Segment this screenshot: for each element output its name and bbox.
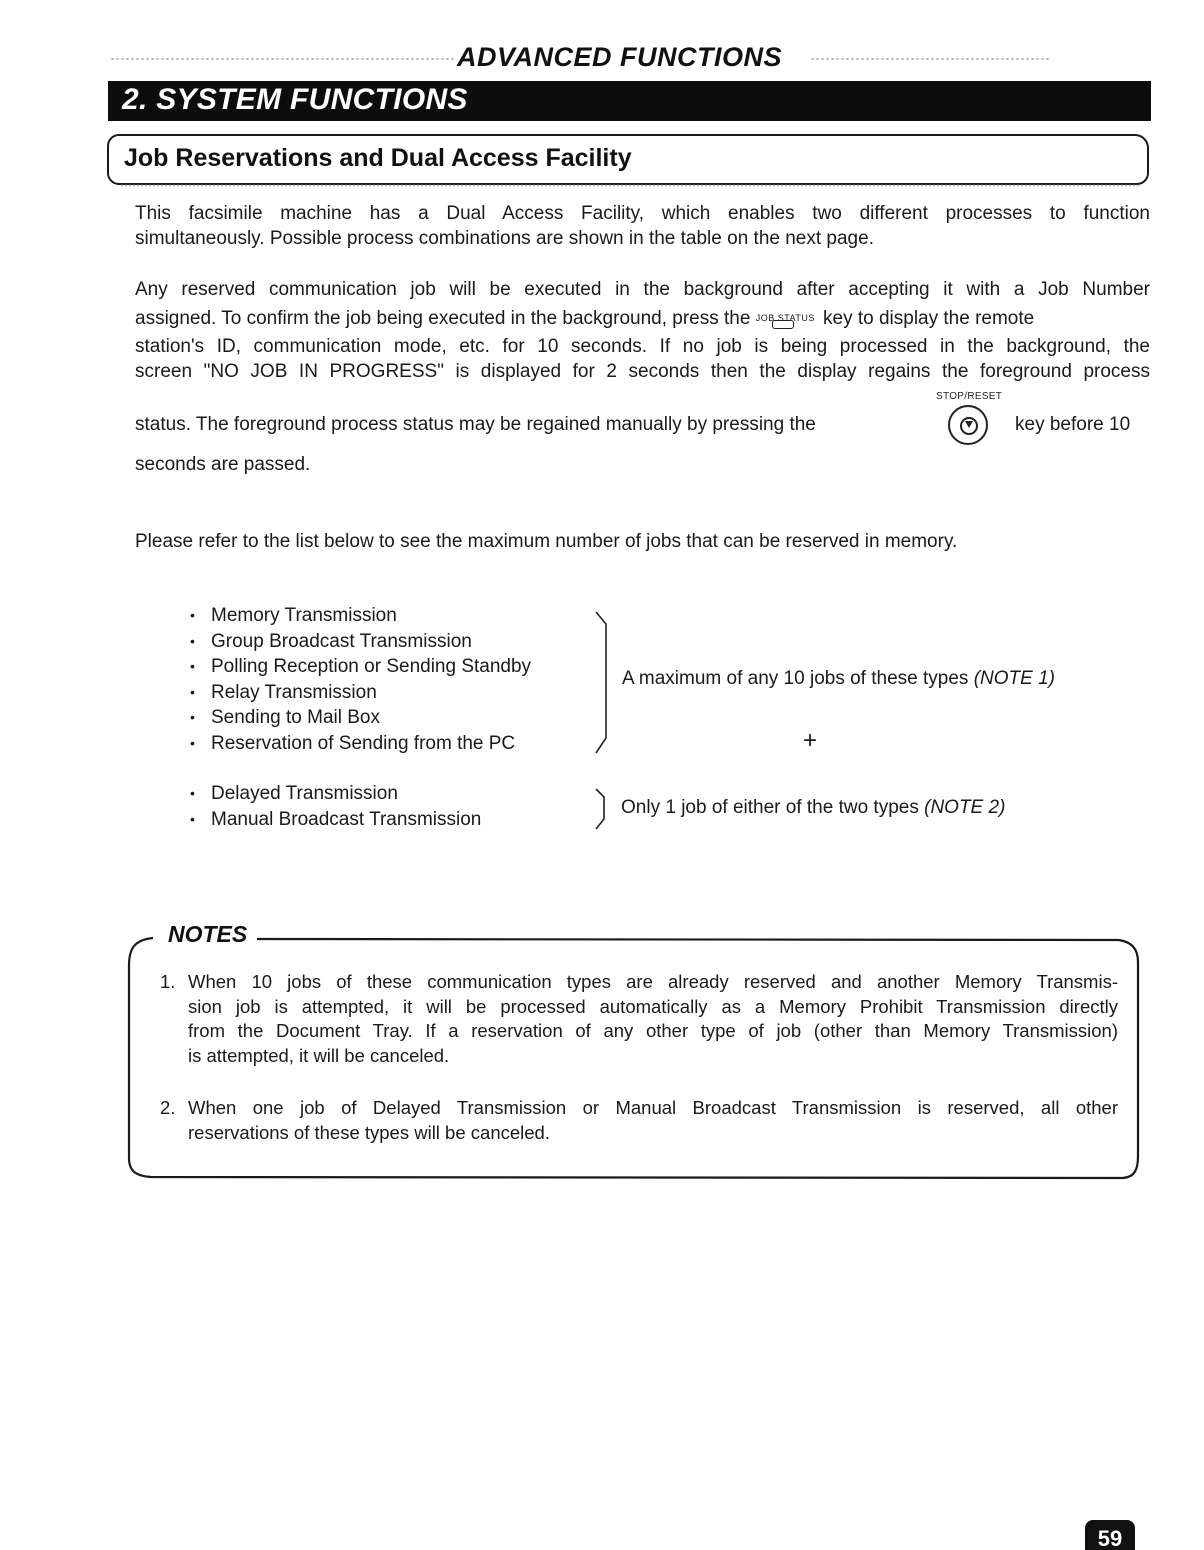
note-line: When one job of Delayed Transmission or Manual Broadcast Transmission is reserved, all other xyxy=(188,1097,1118,1118)
plus-sign: + xyxy=(803,727,818,754)
intro-paragraph-2-line-3: station's ID, communication mode, etc. for 10 seconds. If no job is being processed in the background, the xyxy=(135,336,1150,357)
section-title: 2. SYSTEM FUNCTIONS xyxy=(122,83,468,116)
topic-dot-rule xyxy=(120,184,1140,187)
list-item: • Memory Transmission xyxy=(190,603,590,629)
group-1-note-ref: (NOTE 1) xyxy=(973,668,1055,689)
line-2-text-after-key: key to display the remote xyxy=(823,308,1035,329)
note-text xyxy=(188,970,1118,1068)
list-item: • Relay Transmission xyxy=(190,680,590,706)
job-status-key-shape xyxy=(772,320,794,329)
note-number: 2. xyxy=(160,1097,176,1118)
topic-heading-box xyxy=(107,134,1149,185)
job-status-key-label: JOB STATUS xyxy=(755,312,815,323)
group-2-description xyxy=(621,797,1005,819)
note-line: reservations of these types will be canceled. xyxy=(188,1121,550,1143)
note-text xyxy=(188,1096,1118,1145)
list-item: • Sending to Mail Box xyxy=(190,705,590,731)
note-line: from the Document Tray. If a reservation of any other type of job (other than Memory Transmission) xyxy=(188,1020,1118,1041)
header-dot-leader-right xyxy=(810,58,1050,60)
group-1-description-text: A maximum of any 10 jobs of these types xyxy=(622,668,969,689)
note-line: is attempted, it will be canceled. xyxy=(188,1044,450,1066)
stop-reset-key-label: STOP/RESET xyxy=(936,391,1003,402)
group-2-note-ref: (NOTE 2) xyxy=(924,797,1006,818)
list-item: • Group Broadcast Transmission xyxy=(190,629,590,655)
section-bar xyxy=(108,81,1151,121)
group-1-bracket xyxy=(590,610,614,755)
job-group-1-list xyxy=(190,603,590,756)
list-item: • Delayed Transmission xyxy=(190,781,590,807)
group-2-description-text: Only 1 job of either of the two types xyxy=(621,797,919,818)
topic-title: Job Reservations and Dual Access Facility xyxy=(124,144,632,172)
running-header-title: ADVANCED FUNCTIONS xyxy=(457,42,782,72)
list-item: • Polling Reception or Sending Standby xyxy=(190,654,590,680)
job-status-key-icon xyxy=(756,308,818,330)
note-line: When 10 jobs of these communication types are already reserved and another Memory Transmis- xyxy=(188,971,1118,992)
intro-paragraph-2-line-2 xyxy=(135,305,1150,332)
intro-paragraph-1-line-1: This facsimile machine has a Dual Access Facility, which enables two different processes to function xyxy=(135,203,1150,224)
note-number: 1. xyxy=(160,971,176,992)
header-dot-leader-left xyxy=(110,58,455,60)
group-2-bracket xyxy=(592,787,612,832)
note-line: sion job is attempted, it will be processed automatically as a Memory Prohibit Transmission directly xyxy=(188,995,1118,1017)
running-header xyxy=(90,42,1090,72)
intro-paragraph-1-line-2: simultaneously. Possible process combinations are shown in the table on the next page. xyxy=(135,228,874,249)
stop-reset-key-symbol xyxy=(960,417,978,435)
intro-paragraph-2-line-1: Any reserved communication job will be executed in the background after accepting it with a Job Number xyxy=(135,279,1150,300)
intro-paragraph-3: Please refer to the list below to see the maximum number of jobs that can be reserved in memory. xyxy=(135,531,958,552)
page-number: 59 xyxy=(1085,1520,1135,1550)
stop-reset-key-icon xyxy=(948,405,988,445)
group-1-description xyxy=(622,668,1055,690)
job-group-2-list xyxy=(190,781,590,832)
intro-paragraph-2-line-5-start: status. The foreground process status may be regained manually by pressing the xyxy=(135,414,816,435)
intro-paragraph-2-line-5-end: key before 10 xyxy=(1015,414,1131,435)
intro-paragraph-2-line-6: seconds are passed. xyxy=(135,454,311,475)
list-item: • Manual Broadcast Transmission xyxy=(190,807,590,833)
list-item: • Reservation of Sending from the PC xyxy=(190,731,590,757)
line-2-text-before-key: assigned. To confirm the job being executed in the background, press the xyxy=(135,308,751,329)
intro-paragraph-2-line-4: screen "NO JOB IN PROGRESS" is displayed for 2 seconds then the display regains the foreground process xyxy=(135,361,1150,382)
notes-title: NOTES xyxy=(162,921,253,948)
